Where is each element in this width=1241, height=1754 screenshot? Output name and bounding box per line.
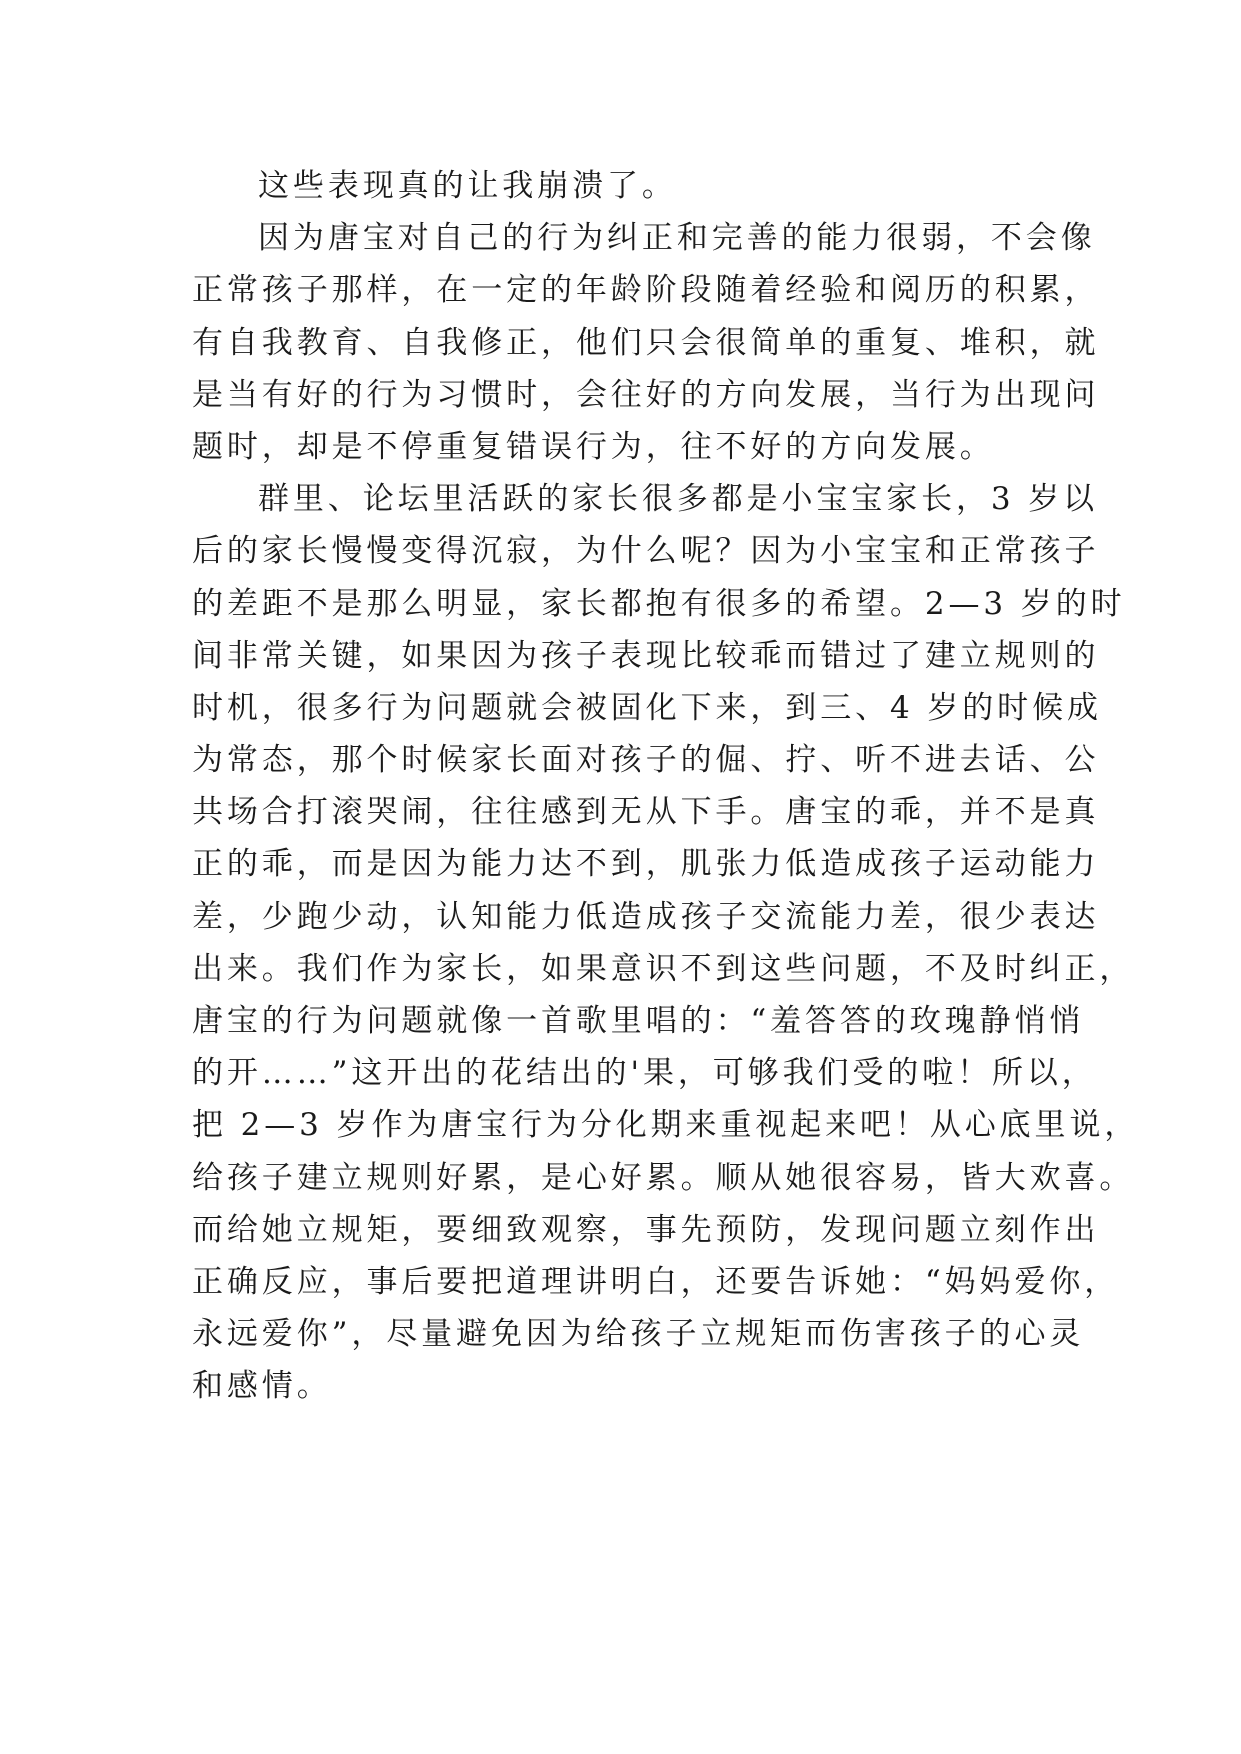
paragraph-3-line-16: 正确反应，事后要把道理讲明白，还要告诉她：“妈妈爱你， xyxy=(192,1263,1120,1300)
paragraph-3-line-2: 后的家长慢慢变得沉寂，为什么呢？因为小宝宝和正常孩子 xyxy=(192,533,1100,570)
paragraph-3-line-3: 的差距不是那么明显，家长都抱有很多的希望。2—3 岁的时 xyxy=(192,585,1126,622)
paragraph-2-line-3: 有自我教育、自我修正，他们只会很简单的重复、堆积，就 xyxy=(192,324,1100,361)
paragraph-3-line-18: 和感情。 xyxy=(192,1368,332,1405)
paragraph-3-line-12: 的开……”这开出的花结出的'果，可够我们受的啦！所以， xyxy=(192,1055,1097,1092)
paragraph-2-line-2: 正常孩子那样，在一定的年龄阶段随着经验和阅历的积累， xyxy=(192,272,1100,309)
paragraph-3-line-6: 为常态，那个时候家长面对孩子的倔、拧、听不进去话、公 xyxy=(192,742,1100,779)
paragraph-3-line-5: 时机，很多行为问题就会被固化下来，到三、4 岁的时候成 xyxy=(192,689,1102,726)
paragraph-2-line-4: 是当有好的行为习惯时，会往好的方向发展，当行为出现问 xyxy=(192,376,1100,413)
paragraph-3-line-10: 出来。我们作为家长，如果意识不到这些问题，不及时纠正， xyxy=(192,950,1135,987)
paragraph-3-line-8: 正的乖，而是因为能力达不到，肌张力低造成孩子运动能力 xyxy=(192,846,1100,883)
paragraph-2-line-1: 因为唐宝对自己的行为纠正和完善的能力很弱，不会像 xyxy=(258,220,1096,257)
paragraph-3-line-13: 把 2—3 岁作为唐宝行为分化期来重视起来吧！从心底里说， xyxy=(192,1107,1140,1144)
paragraph-3-line-4: 间非常关键，如果因为孩子表现比较乖而错过了建立规则的 xyxy=(192,637,1100,674)
paragraph-3-line-11: 唐宝的行为问题就像一首歌里唱的：“羞答答的玫瑰静悄悄 xyxy=(192,1003,1085,1039)
paragraph-3-line-1: 群里、论坛里活跃的家长很多都是小宝宝家长，3 岁以 xyxy=(258,481,1099,518)
paragraph-3-line-14: 给孩子建立规则好累，是心好累。顺从她很容易，皆大欢喜。 xyxy=(192,1159,1135,1196)
paragraph-3-line-7: 共场合打滚哭闹，往往感到无从下手。唐宝的乖，并不是真 xyxy=(192,794,1100,831)
body-text xyxy=(192,160,1140,1413)
paragraph-1-line-1: 这些表现真的让我崩溃了。 xyxy=(258,168,677,204)
paragraph-3-line-17: 永远爱你”，尽量避免因为给孩子立规矩而伤害孩子的心灵 xyxy=(192,1316,1085,1353)
paragraph-2-line-5: 题时，却是不停重复错误行为，往不好的方向发展。 xyxy=(192,428,995,465)
paragraph-3-line-15: 而给她立规矩，要细致观察，事先预防，发现问题立刻作出 xyxy=(192,1211,1100,1248)
paragraph-3-line-9: 差，少跑少动，认知能力低造成孩子交流能力差，很少表达 xyxy=(192,898,1100,935)
